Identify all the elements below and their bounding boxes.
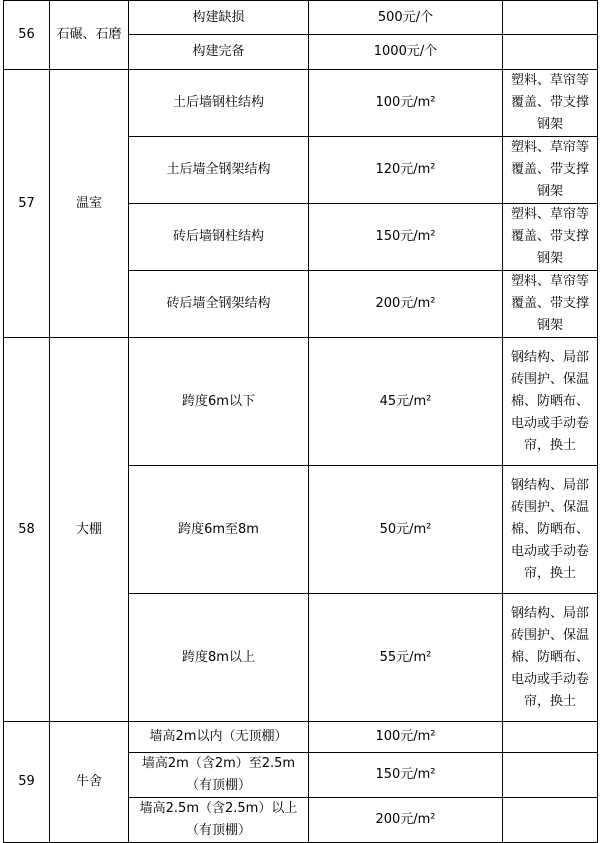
note-cell <box>503 594 598 722</box>
category-cell: 石碾、石磨 <box>50 1 129 70</box>
price-cell: 55元/m² <box>309 594 503 722</box>
note-cell <box>503 137 598 204</box>
price-cell: 120元/m² <box>309 137 503 204</box>
price-cell: 50元/m² <box>309 466 503 594</box>
note-cell <box>503 722 598 753</box>
row-number: 57 <box>4 70 50 338</box>
note-cell <box>503 1 598 35</box>
table-row <box>4 70 598 137</box>
price-cell: 150元/m² <box>309 204 503 271</box>
note-text: 塑料、草帘等覆盖、带支撑钢架 <box>510 140 589 199</box>
price-cell: 100元/m² <box>309 70 503 137</box>
note-cell <box>503 798 598 843</box>
item-cell: 土后墙钢柱结构 <box>129 70 309 137</box>
item-cell: 跨度8m以上 <box>129 594 309 722</box>
table-row <box>4 722 598 753</box>
note-cell <box>503 338 598 466</box>
note-cell <box>503 70 598 137</box>
price-cell: 45元/m² <box>309 338 503 466</box>
price-cell: 200元/m² <box>309 271 503 338</box>
category-cell: 牛舍 <box>50 722 129 843</box>
item-cell: 砖后墙钢柱结构 <box>129 204 309 271</box>
note-text: 钢结构、局部砖围护、保温棉、防晒布、电动或手动卷帘，换土 <box>510 605 589 709</box>
table-row <box>4 338 598 466</box>
price-cell: 1000元/个 <box>309 35 503 70</box>
item-cell: 跨度6m至8m <box>129 466 309 594</box>
note-cell <box>503 204 598 271</box>
note-text: 塑料、草帘等覆盖、带支撑钢架 <box>510 73 589 132</box>
note-cell <box>503 753 598 798</box>
item-cell: 土后墙全钢架结构 <box>129 137 309 204</box>
item-cell: 构建缺损 <box>129 1 309 35</box>
note-cell <box>503 466 598 594</box>
table-row <box>4 1 598 35</box>
row-number: 59 <box>4 722 50 843</box>
row-number: 58 <box>4 338 50 722</box>
compensation-table <box>3 0 598 843</box>
item-cell: 墙高2m以内（无顶棚） <box>129 722 309 753</box>
item-cell: 构建完备 <box>129 35 309 70</box>
note-text: 塑料、草帘等覆盖、带支撑钢架 <box>510 274 589 333</box>
note-cell <box>503 271 598 338</box>
price-cell: 100元/m² <box>309 722 503 753</box>
item-cell: 砖后墙全钢架结构 <box>129 271 309 338</box>
note-cell <box>503 35 598 70</box>
item-cell: 跨度6m以下 <box>129 338 309 466</box>
price-cell: 200元/m² <box>309 798 503 843</box>
category-cell: 大棚 <box>50 338 129 722</box>
price-cell: 150元/m² <box>309 753 503 798</box>
note-text: 钢结构、局部砖围护、保温棉、防晒布、电动或手动卷帘，换土 <box>510 349 589 453</box>
price-cell: 500元/个 <box>309 1 503 35</box>
category-cell: 温室 <box>50 70 129 338</box>
item-cell: 墙高2.5m（含2.5m）以上（有顶棚） <box>129 798 309 843</box>
note-text: 钢结构、局部砖围护、保温棉、防晒布、电动或手动卷帘，换土 <box>510 477 589 581</box>
note-text: 塑料、草帘等覆盖、带支撑钢架 <box>510 207 589 266</box>
item-cell: 墙高2m（含2m）至2.5m（有顶棚） <box>129 753 309 798</box>
row-number: 56 <box>4 1 50 70</box>
